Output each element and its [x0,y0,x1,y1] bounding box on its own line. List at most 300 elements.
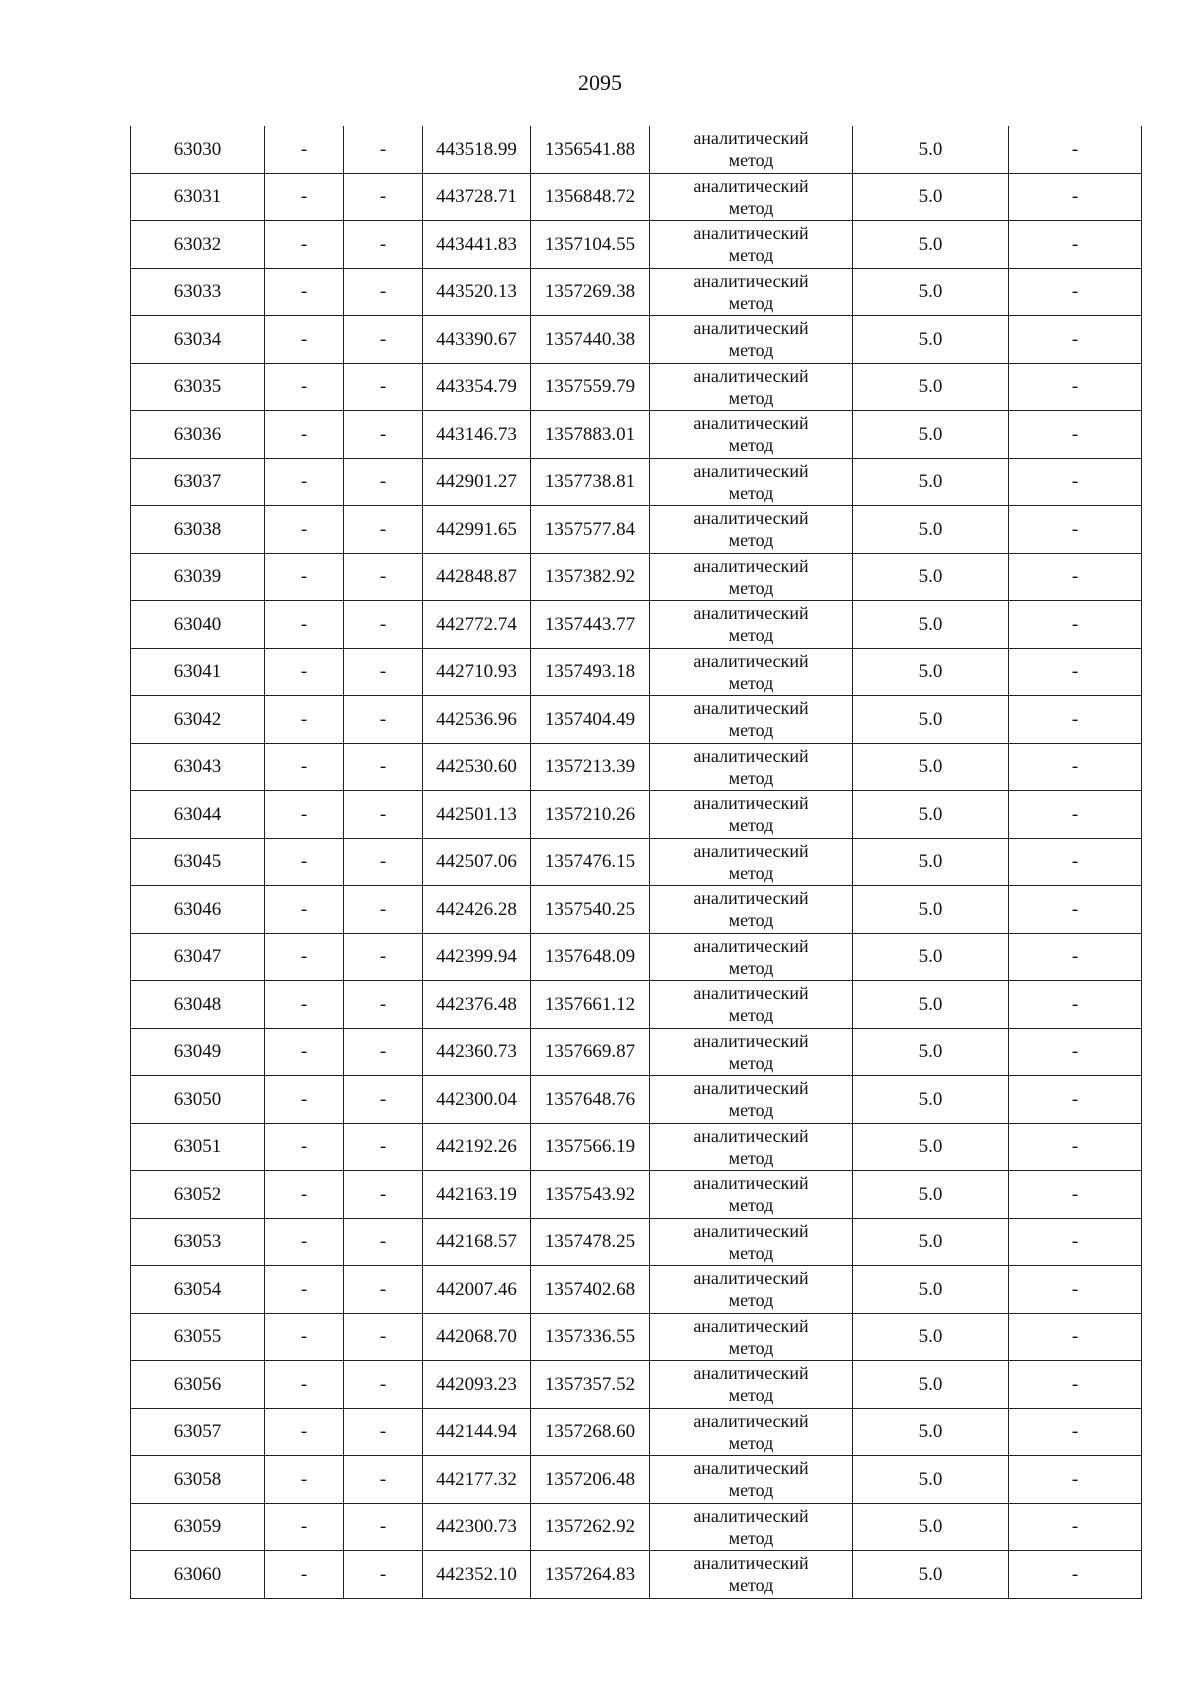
x-coordinate-cell: 442507.06 [423,838,531,886]
method-cell [650,933,853,981]
method-line-1: аналитический [693,460,809,481]
method-cell [650,411,853,459]
point-id-cell: 63052 [131,1171,265,1219]
accuracy-cell: 5.0 [853,1361,1009,1409]
accuracy-cell: 5.0 [853,411,1009,459]
table-row [131,1028,1142,1076]
accuracy-cell: 5.0 [853,268,1009,316]
method-line-2: метод [728,957,774,978]
table-row [131,316,1142,364]
y-coordinate-cell: 1356848.72 [531,173,650,221]
table-row [131,1313,1142,1361]
point-id-cell: 63039 [131,553,265,601]
empty-cell-3: - [344,648,423,696]
method-cell [650,648,853,696]
x-coordinate-cell: 442007.46 [423,1266,531,1314]
method-line-1: аналитический [693,793,809,814]
x-coordinate-cell: 442376.48 [423,981,531,1029]
x-coordinate-cell: 442300.73 [423,1503,531,1551]
method-cell [650,1361,853,1409]
empty-cell-2: - [265,173,344,221]
empty-cell-2: - [265,933,344,981]
table-row [131,506,1142,554]
table-body [131,126,1142,1598]
empty-cell-3: - [344,933,423,981]
empty-cell-2: - [265,1361,344,1409]
method-line-2: метод [728,910,774,931]
empty-cell-2: - [265,886,344,934]
empty-cell-8: - [1009,1313,1142,1361]
method-line-1: аналитический [693,603,809,624]
point-id-cell: 63031 [131,173,265,221]
y-coordinate-cell: 1357577.84 [531,506,650,554]
method-line-2: метод [728,1195,774,1216]
table-row [131,1361,1142,1409]
empty-cell-3: - [344,1218,423,1266]
x-coordinate-cell: 442710.93 [423,648,531,696]
method-line-2: метод [728,245,774,266]
empty-cell-3: - [344,1361,423,1409]
method-cell [650,1408,853,1456]
x-coordinate-cell: 442177.32 [423,1456,531,1504]
method-line-1: аналитический [693,650,809,671]
method-line-2: метод [728,720,774,741]
empty-cell-3: - [344,886,423,934]
method-line-2: метод [728,1052,774,1073]
method-line-2: метод [728,340,774,361]
x-coordinate-cell: 442068.70 [423,1313,531,1361]
y-coordinate-cell: 1357738.81 [531,458,650,506]
empty-cell-8: - [1009,791,1142,839]
method-line-2: метод [728,292,774,313]
method-line-1: аналитический [693,128,809,149]
accuracy-cell: 5.0 [853,1123,1009,1171]
point-id-cell: 63034 [131,316,265,364]
table-row [131,1171,1142,1219]
method-cell [650,553,853,601]
empty-cell-3: - [344,316,423,364]
empty-cell-8: - [1009,411,1142,459]
y-coordinate-cell: 1357543.92 [531,1171,650,1219]
x-coordinate-cell: 443441.83 [423,221,531,269]
y-coordinate-cell: 1357476.15 [531,838,650,886]
accuracy-cell: 5.0 [853,1028,1009,1076]
empty-cell-2: - [265,363,344,411]
table-row [131,1266,1142,1314]
empty-cell-3: - [344,1551,423,1599]
method-line-1: аналитический [693,1220,809,1241]
accuracy-cell: 5.0 [853,601,1009,649]
method-line-1: аналитический [693,508,809,529]
table-row [131,1076,1142,1124]
accuracy-cell: 5.0 [853,173,1009,221]
x-coordinate-cell: 442848.87 [423,553,531,601]
empty-cell-8: - [1009,268,1142,316]
empty-cell-2: - [265,1313,344,1361]
method-line-2: метод [728,1242,774,1263]
method-cell [650,1218,853,1266]
method-cell [650,601,853,649]
page-number: 2095 [578,70,622,95]
empty-cell-8: - [1009,1123,1142,1171]
point-id-cell: 63057 [131,1408,265,1456]
method-line-2: метод [728,482,774,503]
empty-cell-8: - [1009,981,1142,1029]
point-id-cell: 63053 [131,1218,265,1266]
table-row [131,1456,1142,1504]
accuracy-cell: 5.0 [853,933,1009,981]
empty-cell-8: - [1009,648,1142,696]
empty-cell-2: - [265,1551,344,1599]
empty-cell-8: - [1009,1503,1142,1551]
method-line-1: аналитический [693,840,809,861]
accuracy-cell: 5.0 [853,363,1009,411]
method-cell [650,791,853,839]
accuracy-cell: 5.0 [853,1171,1009,1219]
y-coordinate-cell: 1357213.39 [531,743,650,791]
point-id-cell: 63036 [131,411,265,459]
method-line-1: аналитический [693,745,809,766]
method-line-2: метод [728,625,774,646]
table-row [131,268,1142,316]
method-cell [650,696,853,744]
empty-cell-3: - [344,1123,423,1171]
table-row [131,886,1142,934]
empty-cell-8: - [1009,1028,1142,1076]
empty-cell-3: - [344,126,423,173]
empty-cell-8: - [1009,886,1142,934]
method-line-1: аналитический [693,1505,809,1526]
method-cell [650,221,853,269]
method-line-1: аналитический [693,1125,809,1146]
empty-cell-8: - [1009,126,1142,173]
accuracy-cell: 5.0 [853,791,1009,839]
accuracy-cell: 5.0 [853,981,1009,1029]
table-row [131,933,1142,981]
table-row [131,126,1142,173]
y-coordinate-cell: 1357661.12 [531,981,650,1029]
method-cell [650,126,853,173]
accuracy-cell: 5.0 [853,553,1009,601]
empty-cell-8: - [1009,1361,1142,1409]
method-cell [650,316,853,364]
y-coordinate-cell: 1357262.92 [531,1503,650,1551]
empty-cell-2: - [265,1171,344,1219]
x-coordinate-cell: 443390.67 [423,316,531,364]
y-coordinate-cell: 1357404.49 [531,696,650,744]
point-id-cell: 63060 [131,1551,265,1599]
method-line-2: метод [728,1575,774,1596]
point-id-cell: 63059 [131,1503,265,1551]
accuracy-cell: 5.0 [853,696,1009,744]
empty-cell-8: - [1009,838,1142,886]
method-cell [650,268,853,316]
point-id-cell: 63045 [131,838,265,886]
empty-cell-2: - [265,791,344,839]
y-coordinate-cell: 1357382.92 [531,553,650,601]
method-cell [650,1123,853,1171]
y-coordinate-cell: 1357206.48 [531,1456,650,1504]
table-row [131,838,1142,886]
y-coordinate-cell: 1357443.77 [531,601,650,649]
method-line-1: аналитический [693,365,809,386]
x-coordinate-cell: 442093.23 [423,1361,531,1409]
method-line-2: метод [728,862,774,883]
point-id-cell: 63040 [131,601,265,649]
empty-cell-3: - [344,1408,423,1456]
method-line-1: аналитический [693,1363,809,1384]
method-cell [650,886,853,934]
x-coordinate-cell: 443146.73 [423,411,531,459]
empty-cell-8: - [1009,1408,1142,1456]
y-coordinate-cell: 1357336.55 [531,1313,650,1361]
y-coordinate-cell: 1357268.60 [531,1408,650,1456]
table-row [131,1551,1142,1599]
empty-cell-2: - [265,1218,344,1266]
empty-cell-2: - [265,553,344,601]
method-cell [650,981,853,1029]
accuracy-cell: 5.0 [853,1218,1009,1266]
method-line-1: аналитический [693,318,809,339]
table-row [131,601,1142,649]
x-coordinate-cell: 442352.10 [423,1551,531,1599]
method-cell [650,1313,853,1361]
method-line-1: аналитический [693,983,809,1004]
empty-cell-2: - [265,981,344,1029]
empty-cell-8: - [1009,173,1142,221]
y-coordinate-cell: 1357493.18 [531,648,650,696]
empty-cell-3: - [344,506,423,554]
empty-cell-3: - [344,1266,423,1314]
empty-cell-3: - [344,1171,423,1219]
point-id-cell: 63044 [131,791,265,839]
empty-cell-2: - [265,648,344,696]
empty-cell-2: - [265,506,344,554]
table-row [131,791,1142,839]
empty-cell-3: - [344,981,423,1029]
method-cell [650,173,853,221]
empty-cell-2: - [265,601,344,649]
method-line-1: аналитический [693,1078,809,1099]
accuracy-cell: 5.0 [853,1503,1009,1551]
method-line-2: метод [728,197,774,218]
y-coordinate-cell: 1357566.19 [531,1123,650,1171]
method-line-2: метод [728,1385,774,1406]
table-row [131,458,1142,506]
method-line-2: метод [728,1005,774,1026]
empty-cell-3: - [344,696,423,744]
accuracy-cell: 5.0 [853,838,1009,886]
empty-cell-8: - [1009,696,1142,744]
empty-cell-8: - [1009,1076,1142,1124]
accuracy-cell: 5.0 [853,126,1009,173]
method-line-2: метод [728,767,774,788]
method-cell [650,838,853,886]
method-cell [650,1456,853,1504]
method-line-1: аналитический [693,1410,809,1431]
point-id-cell: 63030 [131,126,265,173]
y-coordinate-cell: 1357402.68 [531,1266,650,1314]
method-line-2: метод [728,1480,774,1501]
method-line-2: метод [728,435,774,456]
method-line-2: метод [728,1432,774,1453]
method-cell [650,1076,853,1124]
method-cell [650,1551,853,1599]
point-id-cell: 63035 [131,363,265,411]
table-row [131,1123,1142,1171]
y-coordinate-cell: 1357648.76 [531,1076,650,1124]
table-row [131,1408,1142,1456]
method-line-2: метод [728,150,774,171]
point-id-cell: 63043 [131,743,265,791]
y-coordinate-cell: 1357669.87 [531,1028,650,1076]
method-line-2: метод [728,1100,774,1121]
table-row [131,696,1142,744]
y-coordinate-cell: 1357269.38 [531,268,650,316]
empty-cell-2: - [265,838,344,886]
accuracy-cell: 5.0 [853,1313,1009,1361]
empty-cell-2: - [265,411,344,459]
table-row [131,553,1142,601]
empty-cell-3: - [344,838,423,886]
empty-cell-8: - [1009,933,1142,981]
empty-cell-8: - [1009,601,1142,649]
y-coordinate-cell: 1357883.01 [531,411,650,459]
method-line-1: аналитический [693,175,809,196]
x-coordinate-cell: 442168.57 [423,1218,531,1266]
accuracy-cell: 5.0 [853,316,1009,364]
method-cell [650,363,853,411]
empty-cell-8: - [1009,221,1142,269]
method-line-2: метод [728,530,774,551]
method-cell [650,1266,853,1314]
method-line-2: метод [728,1290,774,1311]
y-coordinate-cell: 1357648.09 [531,933,650,981]
accuracy-cell: 5.0 [853,1456,1009,1504]
method-line-2: метод [728,1337,774,1358]
table-row [131,173,1142,221]
empty-cell-3: - [344,1456,423,1504]
point-id-cell: 63049 [131,1028,265,1076]
point-id-cell: 63051 [131,1123,265,1171]
empty-cell-8: - [1009,553,1142,601]
x-coordinate-cell: 442163.19 [423,1171,531,1219]
empty-cell-2: - [265,1123,344,1171]
x-coordinate-cell: 442144.94 [423,1408,531,1456]
empty-cell-8: - [1009,1266,1142,1314]
empty-cell-8: - [1009,1551,1142,1599]
empty-cell-2: - [265,696,344,744]
coordinates-table [130,126,1142,1599]
method-line-1: аналитический [693,1173,809,1194]
point-id-cell: 63046 [131,886,265,934]
empty-cell-3: - [344,1313,423,1361]
empty-cell-2: - [265,221,344,269]
empty-cell-8: - [1009,316,1142,364]
x-coordinate-cell: 442536.96 [423,696,531,744]
x-coordinate-cell: 442772.74 [423,601,531,649]
empty-cell-3: - [344,1028,423,1076]
empty-cell-3: - [344,268,423,316]
empty-cell-2: - [265,743,344,791]
method-line-2: метод [728,815,774,836]
table-row [131,411,1142,459]
method-line-1: аналитический [693,1553,809,1574]
empty-cell-2: - [265,1408,344,1456]
point-id-cell: 63033 [131,268,265,316]
empty-cell-8: - [1009,458,1142,506]
empty-cell-8: - [1009,363,1142,411]
method-line-1: аналитический [693,698,809,719]
method-line-1: аналитический [693,935,809,956]
point-id-cell: 63058 [131,1456,265,1504]
point-id-cell: 63054 [131,1266,265,1314]
empty-cell-3: - [344,1076,423,1124]
method-cell [650,506,853,554]
point-id-cell: 63048 [131,981,265,1029]
point-id-cell: 63050 [131,1076,265,1124]
table-row [131,221,1142,269]
x-coordinate-cell: 442991.65 [423,506,531,554]
empty-cell-8: - [1009,1171,1142,1219]
method-cell [650,458,853,506]
empty-cell-2: - [265,316,344,364]
table-row [131,363,1142,411]
y-coordinate-cell: 1356541.88 [531,126,650,173]
y-coordinate-cell: 1357104.55 [531,221,650,269]
empty-cell-8: - [1009,1218,1142,1266]
x-coordinate-cell: 442501.13 [423,791,531,839]
method-line-2: метод [728,672,774,693]
method-line-1: аналитический [693,1268,809,1289]
empty-cell-8: - [1009,1456,1142,1504]
accuracy-cell: 5.0 [853,743,1009,791]
empty-cell-3: - [344,458,423,506]
method-line-1: аналитический [693,888,809,909]
y-coordinate-cell: 1357357.52 [531,1361,650,1409]
point-id-cell: 63037 [131,458,265,506]
method-line-1: аналитический [693,223,809,244]
method-line-2: метод [728,387,774,408]
empty-cell-2: - [265,1028,344,1076]
point-id-cell: 63056 [131,1361,265,1409]
accuracy-cell: 5.0 [853,506,1009,554]
x-coordinate-cell: 443354.79 [423,363,531,411]
method-cell [650,743,853,791]
empty-cell-3: - [344,411,423,459]
empty-cell-3: - [344,553,423,601]
empty-cell-8: - [1009,743,1142,791]
empty-cell-2: - [265,126,344,173]
y-coordinate-cell: 1357478.25 [531,1218,650,1266]
y-coordinate-cell: 1357540.25 [531,886,650,934]
x-coordinate-cell: 442426.28 [423,886,531,934]
empty-cell-3: - [344,221,423,269]
accuracy-cell: 5.0 [853,648,1009,696]
empty-cell-3: - [344,1503,423,1551]
x-coordinate-cell: 443520.13 [423,268,531,316]
point-id-cell: 63055 [131,1313,265,1361]
method-cell [650,1171,853,1219]
empty-cell-2: - [265,458,344,506]
table-row [131,1218,1142,1266]
accuracy-cell: 5.0 [853,1076,1009,1124]
y-coordinate-cell: 1357559.79 [531,363,650,411]
x-coordinate-cell: 442192.26 [423,1123,531,1171]
empty-cell-2: - [265,1503,344,1551]
method-cell [650,1028,853,1076]
table-row [131,1503,1142,1551]
